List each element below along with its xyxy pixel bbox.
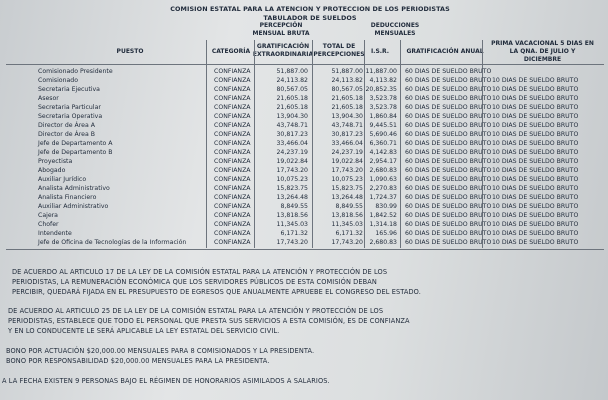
cell-gratificacion: 6,171.32 — [280, 230, 308, 237]
cell-isr: 1,842.52 — [369, 212, 397, 219]
cell-isr: 1,860.84 — [369, 113, 397, 120]
cell-puesto: Cajera — [38, 212, 58, 219]
cell-gratificacion: 24,113.82 — [276, 77, 308, 84]
note-bono-responsabilidad: BONO POR RESPONSABILIDAD $20,000.00 MENSUALES PARA LA PRESIDENTA. — [6, 357, 270, 365]
cell-isr: 3,523.78 — [369, 95, 397, 102]
cell-isr: 3,523.78 — [369, 104, 397, 111]
cell-isr: 4,113.82 — [369, 77, 397, 84]
cell-gratificacion: 30,817.23 — [276, 131, 308, 138]
cell-categoria: CONFIANZA — [214, 167, 251, 174]
cell-gratificacion-anual: 60 DIAS DE SUELDO BRUTO — [405, 194, 492, 201]
cell-categoria: CONFIANZA — [214, 149, 251, 156]
cell-prima-vacacional: 10 DIAS DE SUELDO BRUTO — [492, 131, 579, 138]
cell-isr: 20,852.35 — [365, 86, 397, 93]
cell-gratificacion-anual: 60 DIAS DE SUELDO BRUTO — [405, 86, 492, 93]
table-row — [0, 229, 608, 238]
cell-gratificacion-anual: 60 DIAS DE SUELDO BRUTO — [405, 140, 492, 147]
cell-gratificacion: 17,743.20 — [276, 239, 308, 246]
cell-gratificacion: 21,605.18 — [276, 95, 308, 102]
cell-categoria: CONFIANZA — [214, 176, 251, 183]
cell-categoria: CONFIANZA — [214, 113, 251, 120]
table-row — [0, 166, 608, 175]
cell-total-percepciones: 80,567.05 — [331, 86, 363, 93]
table-row — [0, 103, 608, 112]
header-total: TOTAL DE PERCEPCIONES — [313, 43, 365, 58]
cell-gratificacion: 13,264.48 — [276, 194, 308, 201]
cell-prima-vacacional: 10 DIAS DE SUELDO BRUTO — [492, 167, 579, 174]
cell-puesto: Asesor — [38, 95, 59, 102]
cell-puesto: Comisionado — [38, 77, 79, 84]
cell-total-percepciones: 15,823.75 — [331, 185, 363, 192]
table-row — [0, 121, 608, 130]
cell-gratificacion: 17,743.20 — [276, 167, 308, 174]
cell-categoria: CONFIANZA — [214, 77, 251, 84]
cell-total-percepciones: 24,237.19 — [331, 149, 363, 156]
cell-gratificacion: 8,849.55 — [280, 203, 308, 210]
table-row — [0, 220, 608, 229]
cell-gratificacion: 13,818.56 — [276, 212, 308, 219]
cell-puesto: Comisionado Presidente — [38, 68, 113, 75]
header-prima-vacacional: PRIMA VACACIONAL 5 DIAS EN LA QNA. DE JULIO Y DICIEMBRE — [491, 40, 594, 63]
cell-prima-vacacional: 10 DIAS DE SUELDO BRUTO — [492, 122, 579, 129]
cell-prima-vacacional: 10 DIAS DE SUELDO BRUTO — [492, 176, 579, 183]
cell-gratificacion-anual: 60 DIAS DE SUELDO BRUTO — [405, 176, 492, 183]
note-article-25-line3: Y EN LO CONDUCENTE LE SERÁ APLICABLE LA LEY ESTATAL DEL SERVICIO CIVIL. — [8, 327, 280, 335]
cell-total-percepciones: 21,605.18 — [331, 104, 363, 111]
cell-puesto: Jefe de Oficina de Tecnologías de la Información — [38, 239, 187, 246]
cell-prima-vacacional: 10 DIAS DE SUELDO BRUTO — [492, 86, 579, 93]
cell-total-percepciones: 24,113.82 — [331, 77, 363, 84]
table-row — [0, 85, 608, 94]
table-row — [0, 202, 608, 211]
table-row — [0, 76, 608, 85]
cell-puesto: Secretaria Particular — [38, 104, 101, 111]
cell-total-percepciones: 8,849.55 — [335, 203, 363, 210]
cell-total-percepciones: 6,171.32 — [335, 230, 363, 237]
cell-prima-vacacional: 10 DIAS DE SUELDO BRUTO — [492, 95, 579, 102]
cell-isr: 4,142.83 — [369, 149, 397, 156]
cell-gratificacion-anual: 60 DIAS DE SUELDO BRUTO — [405, 122, 492, 129]
cell-total-percepciones: 13,904.30 — [331, 113, 363, 120]
cell-categoria: CONFIANZA — [214, 203, 251, 210]
header-puesto: PUESTO — [116, 48, 144, 55]
cell-isr: 1,090.63 — [369, 176, 397, 183]
cell-gratificacion: 10,075.23 — [276, 176, 308, 183]
cell-categoria: CONFIANZA — [214, 185, 251, 192]
cell-gratificacion-anual: 60 DIAS DE SUELDO BRUTO — [405, 95, 492, 102]
cell-total-percepciones: 33,466.04 — [331, 140, 363, 147]
cell-puesto: Director de Área A — [38, 122, 95, 129]
cell-gratificacion: 11,345.03 — [276, 221, 308, 228]
table-row — [0, 112, 608, 121]
cell-prima-vacacional: 10 DIAS DE SUELDO BRUTO — [492, 203, 579, 210]
cell-total-percepciones: 10,075.23 — [331, 176, 363, 183]
cell-total-percepciones: 19,022.84 — [331, 158, 363, 165]
header-categoria: CATEGORÍA — [211, 48, 251, 55]
cell-gratificacion-anual: 60 DIAS DE SUELDO BRUTO — [405, 239, 492, 246]
cell-gratificacion: 51,887.00 — [276, 68, 308, 75]
table-row — [0, 157, 608, 166]
cell-isr: 2,680.83 — [369, 167, 397, 174]
cell-gratificacion: 33,466.04 — [276, 140, 308, 147]
cell-total-percepciones: 17,743.20 — [331, 239, 363, 246]
cell-gratificacion-anual: 60 DIAS DE SUELDO BRUTO — [405, 212, 492, 219]
table-row — [0, 184, 608, 193]
cell-gratificacion: 21,605.18 — [276, 104, 308, 111]
header-gratificacion-anual: GRATIFICACIÓN ANUAL — [406, 48, 484, 55]
cell-categoria: CONFIANZA — [214, 239, 251, 246]
cell-categoria: CONFIANZA — [214, 140, 251, 147]
header-deducciones: DEDUCCIONES MENSUALES — [370, 22, 420, 37]
cell-puesto: Secretaria Operativa — [38, 113, 103, 120]
table-row — [0, 175, 608, 184]
cell-prima-vacacional: 10 DIAS DE SUELDO BRUTO — [492, 239, 579, 246]
table-row — [0, 211, 608, 220]
cell-isr: 2,270.83 — [369, 185, 397, 192]
cell-puesto: Analista Administrativo — [38, 185, 110, 192]
note-article-17-line1: DE ACUERDO AL ARTICULO 17 DE LA LEY DE LA COMISIÓN ESTATAL PARA LA ATENCIÓN Y PROTECCIÓN DE LOS — [12, 268, 388, 276]
cell-isr: 1,724.37 — [369, 194, 397, 201]
header-gratificacion: GRATIFICACIÓN EXTRAORDINARIA — [252, 43, 314, 58]
cell-total-percepciones: 43,748.71 — [331, 122, 363, 129]
table-row — [0, 148, 608, 157]
cell-puesto: Analista Financiero — [38, 194, 97, 201]
cell-categoria: CONFIANZA — [214, 194, 251, 201]
cell-puesto: Proyectista — [38, 158, 73, 165]
cell-isr: 1,314.18 — [369, 221, 397, 228]
note-article-25-line2: PERIODISTAS, ESTABLECE QUE TODO EL PERSONAL QUE PRESTA SUS SERVICIOS A ESTA COMISIÓN, ES DE CONFIANZA — [8, 317, 410, 325]
cell-isr: 830.99 — [375, 203, 397, 210]
cell-total-percepciones: 13,264.48 — [331, 194, 363, 201]
table-row — [0, 94, 608, 103]
cell-gratificacion-anual: 60 DIAS DE SUELDO BRUTO — [405, 149, 492, 156]
cell-total-percepciones: 21,605.18 — [331, 95, 363, 102]
cell-gratificacion-anual: 60 DIAS DE SUELDO BRUTO — [405, 185, 492, 192]
cell-categoria: CONFIANZA — [214, 95, 251, 102]
header-isr: I.S.R. — [370, 48, 390, 55]
cell-categoria: CONFIANZA — [214, 212, 251, 219]
cell-categoria: CONFIANZA — [214, 131, 251, 138]
note-article-17-line2: PERIODISTAS, LA REMUNERACIÓN ECONÓMICA QUE LOS SERVIDORES PÚBLICOS DE ESTA COMISIÓN DEBAN — [12, 278, 377, 286]
header-percepcion: PERCEPCIÓN MENSUAL BRUTA — [252, 22, 310, 37]
note-honorarios: A LA FECHA EXISTEN 9 PERSONAS BAJO EL RÉGIMEN DE HONORARIOS ASIMILADOS A SALARIOS. — [2, 377, 330, 385]
table-row — [0, 130, 608, 139]
table-row — [0, 238, 608, 247]
cell-gratificacion-anual: 60 DIAS DE SUELDO BRUTO — [405, 203, 492, 210]
cell-total-percepciones: 51,887.00 — [331, 68, 363, 75]
cell-total-percepciones: 11,345.03 — [331, 221, 363, 228]
cell-isr: 2,954.17 — [369, 158, 397, 165]
cell-puesto: Director de Área B — [38, 131, 95, 138]
table-header-divider — [6, 64, 604, 65]
cell-isr: 2,680.83 — [369, 239, 397, 246]
cell-puesto: Auxiliar Administrativo — [38, 203, 109, 210]
cell-isr: 11,887.00 — [365, 68, 397, 75]
cell-puesto: Jefe de Departamento A — [38, 140, 113, 147]
document-subtitle: TABULADOR DE SUELDOS — [263, 14, 357, 22]
cell-categoria: CONFIANZA — [214, 122, 251, 129]
cell-isr: 5,690.46 — [369, 131, 397, 138]
table-bottom-border — [6, 249, 604, 250]
note-article-25-line1: DE ACUERDO AL ARTICULO 25 DE LA LEY DE LA COMISIÓN ESTATAL PARA LA ATENCIÓN Y PROTECCIÓN DE LOS — [8, 307, 384, 315]
cell-prima-vacacional: 10 DIAS DE SUELDO BRUTO — [492, 77, 579, 84]
cell-total-percepciones: 13,818.56 — [331, 212, 363, 219]
cell-prima-vacacional: 10 DIAS DE SUELDO BRUTO — [492, 158, 579, 165]
cell-categoria: CONFIANZA — [214, 86, 251, 93]
cell-puesto: Jefe de Departamento B — [38, 149, 113, 156]
cell-isr: 9,445.51 — [369, 122, 397, 129]
note-article-17-line3: PERCIBIR, QUEDARÁ FIJADA EN EL PRESUPUESTO DE EGRESOS QUE ANUALMENTE APRUEBE EL CONGRESO DEL ESTADO. — [12, 288, 421, 296]
cell-puesto: Abogado — [38, 167, 66, 174]
cell-puesto: Chofer — [38, 221, 59, 228]
cell-gratificacion-anual: 60 DIAS DE SUELDO BRUTO — [405, 221, 492, 228]
cell-gratificacion: 19,022.84 — [276, 158, 308, 165]
cell-prima-vacacional: 10 DIAS DE SUELDO BRUTO — [492, 221, 579, 228]
cell-categoria: CONFIANZA — [214, 230, 251, 237]
cell-gratificacion-anual: 60 DIAS DE SUELDO BRUTO — [405, 230, 492, 237]
cell-categoria: CONFIANZA — [214, 68, 251, 75]
cell-gratificacion-anual: 60 DIAS DE SUELDO BRUTO — [405, 104, 492, 111]
table-row — [0, 193, 608, 202]
cell-gratificacion: 43,748.71 — [276, 122, 308, 129]
cell-gratificacion: 15,823.75 — [276, 185, 308, 192]
cell-prima-vacacional: 10 DIAS DE SUELDO BRUTO — [492, 194, 579, 201]
cell-isr: 165.96 — [375, 230, 397, 237]
cell-prima-vacacional: 10 DIAS DE SUELDO BRUTO — [492, 113, 579, 120]
cell-puesto: Auxiliar Jurídico — [38, 176, 87, 183]
cell-prima-vacacional: 10 DIAS DE SUELDO BRUTO — [492, 104, 579, 111]
cell-gratificacion-anual: 60 DIAS DE SUELDO BRUTO — [405, 68, 492, 75]
cell-categoria: CONFIANZA — [214, 158, 251, 165]
cell-gratificacion: 13,904.30 — [276, 113, 308, 120]
table-row — [0, 67, 608, 76]
cell-prima-vacacional: 10 DIAS DE SUELDO BRUTO — [492, 212, 579, 219]
document-title: COMISION ESTATAL PARA LA ATENCION Y PROTECCION DE LOS PERIODISTAS — [170, 5, 450, 13]
cell-categoria: CONFIANZA — [214, 104, 251, 111]
cell-prima-vacacional: 10 DIAS DE SUELDO BRUTO — [492, 185, 579, 192]
cell-prima-vacacional: 10 DIAS DE SUELDO BRUTO — [492, 230, 579, 237]
cell-gratificacion-anual: 60 DIAS DE SUELDO BRUTO — [405, 158, 492, 165]
cell-total-percepciones: 30,817.23 — [331, 131, 363, 138]
cell-gratificacion-anual: 60 DIAS DE SUELDO BRUTO — [405, 113, 492, 120]
note-bono-actuacion: BONO POR ACTUACIÓN $20,000.00 MENSUALES PARA 8 COMISIONADOS Y LA PRESIDENTA. — [6, 347, 315, 355]
cell-puesto: Intendente — [38, 230, 72, 237]
cell-prima-vacacional: 10 DIAS DE SUELDO BRUTO — [492, 140, 579, 147]
cell-puesto: Secretaria Ejecutiva — [38, 86, 100, 93]
cell-gratificacion-anual: 60 DIAS DE SUELDO BRUTO — [405, 167, 492, 174]
cell-total-percepciones: 17,743.20 — [331, 167, 363, 174]
cell-gratificacion-anual: 60 DIAS DE SUELDO BRUTO — [405, 77, 492, 84]
table-row — [0, 139, 608, 148]
cell-gratificacion: 24,237.19 — [276, 149, 308, 156]
cell-categoria: CONFIANZA — [214, 221, 251, 228]
cell-isr: 6,360.71 — [369, 140, 397, 147]
cell-gratificacion: 80,567.05 — [276, 86, 308, 93]
cell-gratificacion-anual: 60 DIAS DE SUELDO BRUTO — [405, 131, 492, 138]
cell-prima-vacacional: 10 DIAS DE SUELDO BRUTO — [492, 149, 579, 156]
